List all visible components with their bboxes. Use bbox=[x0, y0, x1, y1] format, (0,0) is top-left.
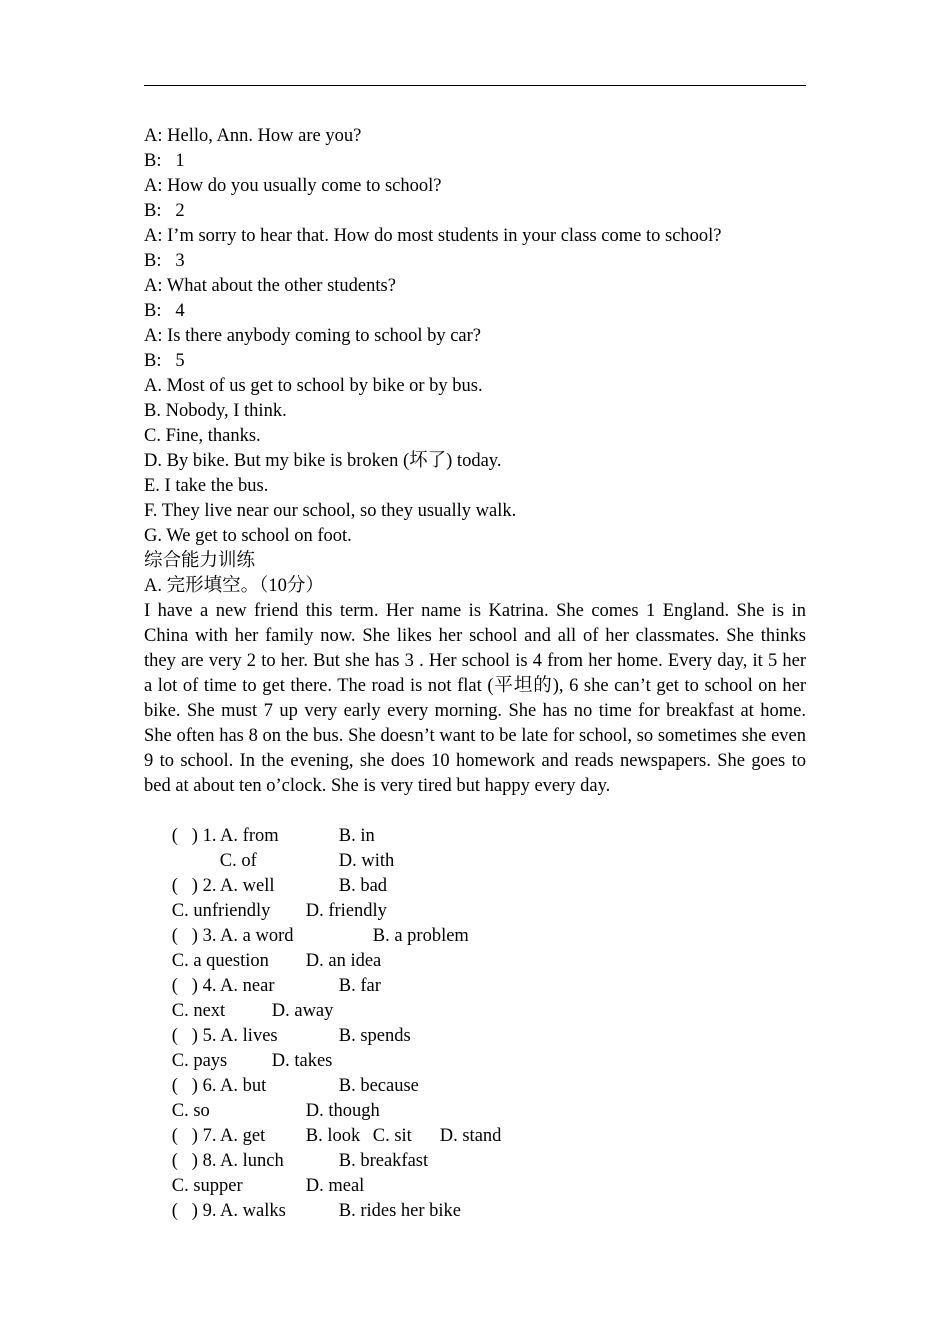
option-b: B. bad bbox=[338, 876, 388, 896]
dialogue-line: A: I’m sorry to hear that. How do most students in your class come to school? bbox=[144, 226, 722, 246]
option-c: C. so bbox=[171, 1101, 210, 1121]
option-b: B. rides her bike bbox=[338, 1201, 462, 1221]
option-b: B. breakfast bbox=[338, 1151, 429, 1171]
option-d: D. away bbox=[271, 1001, 334, 1021]
choice-option: A. Most of us get to school by bike or by bus. bbox=[144, 376, 483, 396]
question-head: ( ) 5. A. lives bbox=[171, 1026, 278, 1046]
choice-option: E. I take the bus. bbox=[144, 476, 269, 496]
option-c: C. sit bbox=[372, 1126, 412, 1146]
choice-option: G. We get to school on foot. bbox=[144, 526, 352, 546]
dialogue-line: A: Hello, Ann. How are you? bbox=[144, 126, 362, 146]
cloze-title: A. 完形填空。（10分） bbox=[144, 576, 324, 596]
question-head: ( ) 9. A. walks bbox=[171, 1201, 286, 1221]
option-d: D. friendly bbox=[305, 901, 387, 921]
dialogue-line: B: 3 bbox=[144, 251, 185, 271]
option-d: D. stand bbox=[439, 1126, 502, 1146]
question-head: ( ) 1. A. from bbox=[171, 826, 279, 846]
header-rule bbox=[144, 85, 806, 86]
question-head: ( ) 4. A. near bbox=[171, 976, 275, 996]
dialogue-line: B: 2 bbox=[144, 201, 185, 221]
option-c: C. unfriendly bbox=[171, 901, 271, 921]
dialogue-line: A: How do you usually come to school? bbox=[144, 176, 442, 196]
option-b: B. spends bbox=[338, 1026, 411, 1046]
option-d: D. an idea bbox=[305, 951, 382, 971]
option-b: B. in bbox=[338, 826, 375, 846]
option-c: C. of bbox=[219, 851, 257, 871]
question-head: ( ) 8. A. lunch bbox=[171, 1151, 284, 1171]
option-b: B. because bbox=[338, 1076, 419, 1096]
choice-option: D. By bike. But my bike is broken (坏了) today. bbox=[144, 451, 502, 471]
question-row bbox=[144, 799, 806, 846]
choice-option: C. Fine, thanks. bbox=[144, 426, 261, 446]
section-title: 综合能力训练 bbox=[144, 551, 256, 571]
dialogue-line: A: What about the other students? bbox=[144, 276, 396, 296]
choice-option: F. They live near our school, so they usually walk. bbox=[144, 501, 517, 521]
question-head: ( ) 6. A. but bbox=[171, 1076, 267, 1096]
cloze-passage: I have a new friend this term. Her name is Katrina. She comes 1 England. She is in China with her family now. She likes her school and all of her classmates. She thinks they are very 2 to her. But she has 3 . Her school is 4 from her home. Every day, it 5 her a lot of time to get there. The road is not flat (平坦的), 6 she can’t get to school on her bike. She must 7 up very early every morning. She has no time for breakfast at home. She often has 8 on the bus. She doesn’t want to be late for school, so sometimes she even 9 to school. In the evening, she does 10 homework and reads newspapers. She goes to bed at about ten o’clock. She is very tired but happy every day. bbox=[144, 601, 806, 796]
dialogue-line: A: Is there anybody coming to school by car? bbox=[144, 326, 482, 346]
dialogue-line: B: 1 bbox=[144, 151, 185, 171]
document-body bbox=[144, 124, 806, 1221]
option-d: D. with bbox=[338, 851, 395, 871]
option-c: C. next bbox=[171, 1001, 226, 1021]
option-b: B. a problem bbox=[372, 926, 469, 946]
option-c: C. pays bbox=[171, 1051, 228, 1071]
question-head: ( ) 3. A. a word bbox=[171, 926, 294, 946]
choice-option: B. Nobody, I think. bbox=[144, 401, 287, 421]
option-d: D. though bbox=[305, 1101, 380, 1121]
dialogue-line: B: 4 bbox=[144, 301, 185, 321]
option-c: C. supper bbox=[171, 1176, 243, 1196]
dialogue-line: B: 5 bbox=[144, 351, 185, 371]
option-d: D. takes bbox=[271, 1051, 333, 1071]
question-head: ( ) 7. A. get bbox=[171, 1126, 266, 1146]
option-b: B. look bbox=[305, 1126, 361, 1146]
option-d: D. meal bbox=[305, 1176, 365, 1196]
option-c: C. a question bbox=[171, 951, 269, 971]
question-head: ( ) 2. A. well bbox=[171, 876, 275, 896]
option-b: B. far bbox=[338, 976, 381, 996]
